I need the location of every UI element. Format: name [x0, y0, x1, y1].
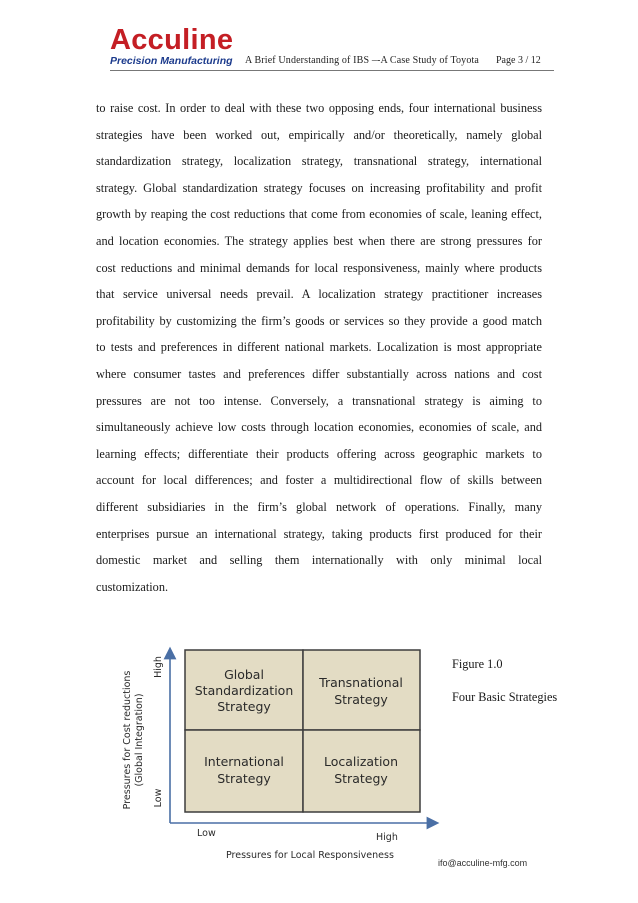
x-axis-title: Pressures for Local Responsiveness — [226, 850, 394, 861]
text-line: profitability by customizing the firm’s goods or services so they provide a good match — [96, 313, 542, 328]
quadrant-label: Strategy — [217, 699, 271, 714]
logo-tagline: Precision Manufacturing — [110, 55, 233, 67]
text-line: to tests and preferences in different national markets. Localization is most appropriate — [96, 340, 542, 355]
quadrant-label: International — [204, 754, 284, 769]
figure-number: Figure 1.0 — [452, 657, 503, 671]
quadrant-label: Localization — [323, 754, 399, 769]
logo-wordmark: Acculine — [110, 24, 234, 56]
strategy-matrix-figure — [118, 645, 443, 867]
text-line: pressures are not too intense. Conversely, a transnational strategy is aiming to — [96, 393, 542, 408]
text-line: domestic market and selling them internationally with only minimal local — [96, 553, 542, 568]
quadrant-label: Strategy — [334, 692, 388, 707]
text-line: standardization strategy, localization strategy, transnational strategy, international — [96, 154, 542, 169]
text-line: where consumer tastes and preferences differ substantially across nations and cost — [96, 366, 542, 381]
text-line: growth by reaping the cost reductions that come from economies of scale, leaning effect, — [96, 207, 542, 222]
quadrant-label: Global — [224, 667, 264, 682]
page-indicator: Page 3 / 12 — [496, 55, 541, 66]
document-title: A Brief Understanding of IBS –-A Case Study of Toyota — [245, 55, 479, 66]
text-line: simultaneously achieve low costs through location economies, economies of scale, and — [96, 420, 542, 435]
y-axis-subtitle: (Global Integration) — [134, 693, 145, 787]
footer-email: ifo@acculine-mfg.com — [438, 858, 528, 868]
company-logo — [110, 24, 250, 68]
y-axis-low-label: Low — [153, 788, 164, 808]
quadrant-label: Strategy — [217, 771, 271, 786]
text-line: to raise cost. In order to deal with these two opposing ends, four international business — [96, 101, 542, 115]
y-axis-high-label: High — [153, 656, 164, 678]
text-line: strategy. Global standardization strategy focuses on increasing profitability and profit — [96, 180, 542, 195]
text-line: enterprises pursue an international strategy, taking products first produced for their — [96, 526, 542, 541]
text-line: account for local differences; and foster a multidirectional flow of skills between — [96, 473, 542, 488]
x-axis-low-label: Low — [197, 828, 216, 839]
figure-caption — [452, 648, 557, 714]
quadrant-label: Standardization — [194, 683, 294, 698]
x-axis-high-label: High — [376, 832, 398, 843]
text-line: that service universal needs prevail. A localization strategy practitioner increases — [96, 287, 542, 302]
header-divider — [110, 70, 554, 71]
body-paragraph — [96, 95, 542, 600]
text-line: and location economies. The strategy applies best when there are strong pressures for — [96, 233, 542, 248]
text-line: strategies have been worked out, empirically and/or theoretically, namely global — [96, 127, 542, 142]
text-line: customization. — [96, 579, 169, 594]
figure-title: Four Basic Strategies — [452, 690, 558, 704]
y-axis-title: Pressures for Cost reductions — [122, 670, 133, 810]
quadrant-label: Transnational — [319, 675, 403, 690]
text-line: cost reductions and minimal demands for local responsiveness, mainly where products — [96, 260, 542, 275]
text-line: learning effects; differentiate their products offering across geographic markets to — [96, 446, 542, 461]
quadrant-transnational — [303, 650, 420, 730]
quadrant-label: Strategy — [334, 771, 388, 786]
text-line: different subsidiaries in the firm’s global network of operations. Finally, many — [96, 499, 542, 514]
